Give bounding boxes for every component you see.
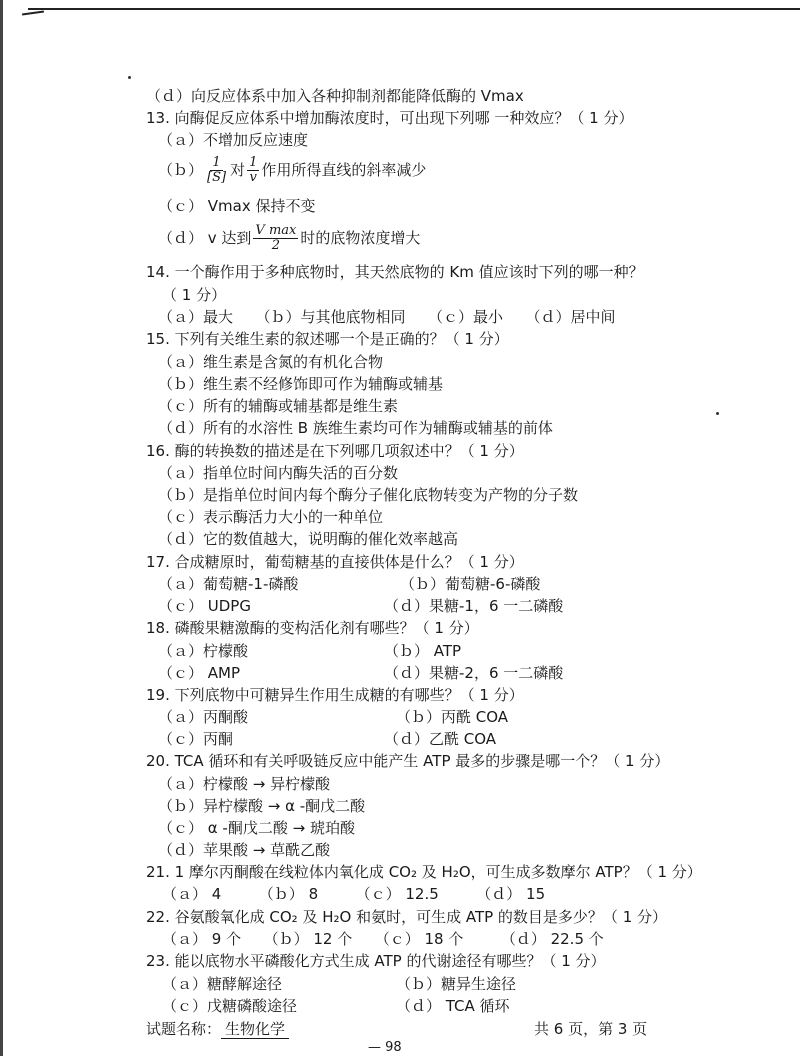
scan-speck: [716, 412, 719, 415]
footer-subject: 生物化学: [221, 1020, 289, 1039]
footer-page-number: — 98: [368, 1040, 402, 1055]
q21-options: （ａ） 4 （ｂ） 8 （ｃ） 12.5 （ｄ） 15: [162, 885, 546, 903]
q23-option-c: （ｃ）戊糖磷酸途径: [162, 997, 298, 1015]
q23-option-b: （ｂ）糖异生途径: [396, 975, 517, 993]
q18-option-b: （ｂ） ATP: [384, 642, 462, 660]
q22-options: （ａ） 9 个 （ｂ） 12 个 （ｃ） 18 个 （ｄ） 22.5 个: [162, 930, 604, 948]
q15-option-b: （ｂ）维生素不经修饰即可作为辅酶或辅基: [158, 375, 444, 393]
q17-option-a: （ａ）葡萄糖-1-磷酸: [158, 575, 299, 593]
q19-option-c: （ｃ）丙酮: [158, 730, 234, 748]
q16-option-d: （ｄ）它的数值越大，说明酶的催化效率越高: [158, 530, 459, 548]
q20-option-c: （ｃ） α -酮戊二酸 → 琥珀酸: [158, 819, 355, 837]
q13-option-b-prefix: （ｂ）: [158, 161, 204, 179]
q23-stem: 23. 能以底物水平磷酸化方式生成 ATP 的代谢途径有哪些？（ 1 分）: [146, 952, 606, 970]
footer-page-count: 共 6 页，第 3 页: [534, 1020, 648, 1038]
q13-option-d-suffix: 时的底物浓度增大: [300, 229, 421, 247]
q20-option-d: （ｄ）苹果酸 → 草酰乙酸: [158, 841, 331, 859]
q22-stem: 22. 谷氨酸氧化成 CO₂ 及 H₂O 和氨时，可生成 ATP 的数目是多少？（ 1 分）: [146, 908, 668, 926]
fraction-inverse-v: [247, 156, 259, 185]
q14-stem: 14. 一个酶作用于多种底物时，其天然底物的 Km 值应该时下列的哪一种？: [146, 263, 644, 281]
q15-option-c: （ｃ）所有的辅酶或辅基都是维生素: [158, 397, 399, 415]
q13-option-d-prefix: （ｄ） v 达到: [158, 229, 252, 247]
q20-stem: 20. TCA 循环和有关呼吸链反应中能产生 ATP 最多的步骤是哪一个？（ 1 分）: [146, 752, 670, 770]
q16-stem: 16. 酶的转换数的描述是在下列哪几项叙述中？（ 1 分）: [146, 442, 524, 460]
top-rule-hook: [22, 10, 44, 15]
q13-option-a: （ａ）不增加反应速度: [158, 131, 309, 149]
fraction-numerator: 1: [212, 154, 221, 170]
fraction-denominator: [S]: [207, 169, 227, 185]
q23-option-a: （ａ）糖酵解途径: [162, 975, 283, 993]
footer-label: 试题名称：: [146, 1020, 222, 1038]
q19-stem: 19. 下列底物中可糖异生作用生成糖的有哪些？（ 1 分）: [146, 686, 524, 704]
q20-option-b: （ｂ）异柠檬酸 → α -酮戊二酸: [158, 797, 366, 815]
q21-stem: 21. 1 摩尔丙酮酸在线粒体内氧化成 CO₂ 及 H₂O，可生成多数摩尔 ATP？（ 1 分）: [146, 863, 702, 881]
scan-speck: [128, 76, 131, 79]
q14-options: （ａ）最大 （ｂ）与其他底物相同 （ｃ）最小 （ｄ）居中间: [158, 308, 616, 326]
q15-option-d: （ｄ）所有的水溶性 B 族维生素均可作为辅酶或辅基的前体: [158, 419, 553, 437]
q17-option-b: （ｂ）葡萄糖-6-磷酸: [400, 575, 541, 593]
q18-option-d: （ｄ）果糖-2，6 一二磷酸: [384, 664, 564, 682]
q17-stem: 17. 合成糖原时，葡萄糖基的直接供体是什么？（ 1 分）: [146, 553, 524, 571]
q15-stem: 15. 下列有关维生素的叙述哪一个是正确的？（ 1 分）: [146, 330, 509, 348]
q18-stem: 18. 磷酸果糖激酶的变构活化剂有哪些？（ 1 分）: [146, 619, 479, 637]
q14-score: （ 1 分）: [162, 286, 227, 304]
fraction-numerator: 1: [249, 154, 258, 170]
q13-option-b-suffix: 作用所得直线的斜率减少: [261, 161, 427, 179]
q19-option-d: （ｄ）乙酰 COA: [384, 730, 497, 748]
q18-option-c: （ｃ） AMP: [158, 664, 241, 682]
scan-edge: [0, 0, 3, 1056]
q15-option-a: （ａ）维生素是含氮的有机化合物: [158, 353, 384, 371]
q13-option-c: （ｃ） Vmax 保持不变: [158, 197, 316, 215]
q13-option-b: [158, 150, 426, 190]
fraction-denominator: v: [249, 169, 257, 185]
q20-option-a: （ａ）柠檬酸 → 异柠檬酸: [158, 775, 331, 793]
fraction-denominator: 2: [271, 237, 281, 253]
q16-option-b: （ｂ）是指单位时间内每个酶分子催化底物转变为产物的分子数: [158, 486, 579, 504]
q17-option-d: （ｄ）果糖-1，6 一二磷酸: [384, 597, 564, 615]
top-rule: [28, 8, 800, 10]
q19-option-a: （ａ）丙酮酸: [158, 708, 249, 726]
q23-option-d: （ｄ） TCA 循环: [396, 997, 510, 1015]
q13-option-b-mid: 对: [230, 161, 246, 179]
q19-option-b: （ｂ）丙酰 COA: [396, 708, 509, 726]
q13-option-d: [158, 218, 420, 258]
q16-option-c: （ｃ）表示酶活力大小的一种单位: [158, 508, 384, 526]
q12-option-d: （ｄ）向反应体系中加入各种抑制剂都能降低酶的 Vmax: [146, 87, 524, 105]
q18-option-a: （ａ）柠檬酸: [158, 642, 249, 660]
q13-stem: 13. 向酶促反应体系中增加酶浓度时，可出现下列哪 一种效应？（ 1 分）: [146, 109, 634, 127]
fraction-inverse-s: [205, 156, 228, 185]
footer-exam-name: [146, 1018, 289, 1039]
fraction-vmax-half: [253, 224, 298, 253]
fraction-numerator: V max: [255, 222, 297, 238]
q16-option-a: （ａ）指单位时间内酶失活的百分数: [158, 464, 399, 482]
q17-option-c: （ｃ） UDPG: [158, 597, 251, 615]
